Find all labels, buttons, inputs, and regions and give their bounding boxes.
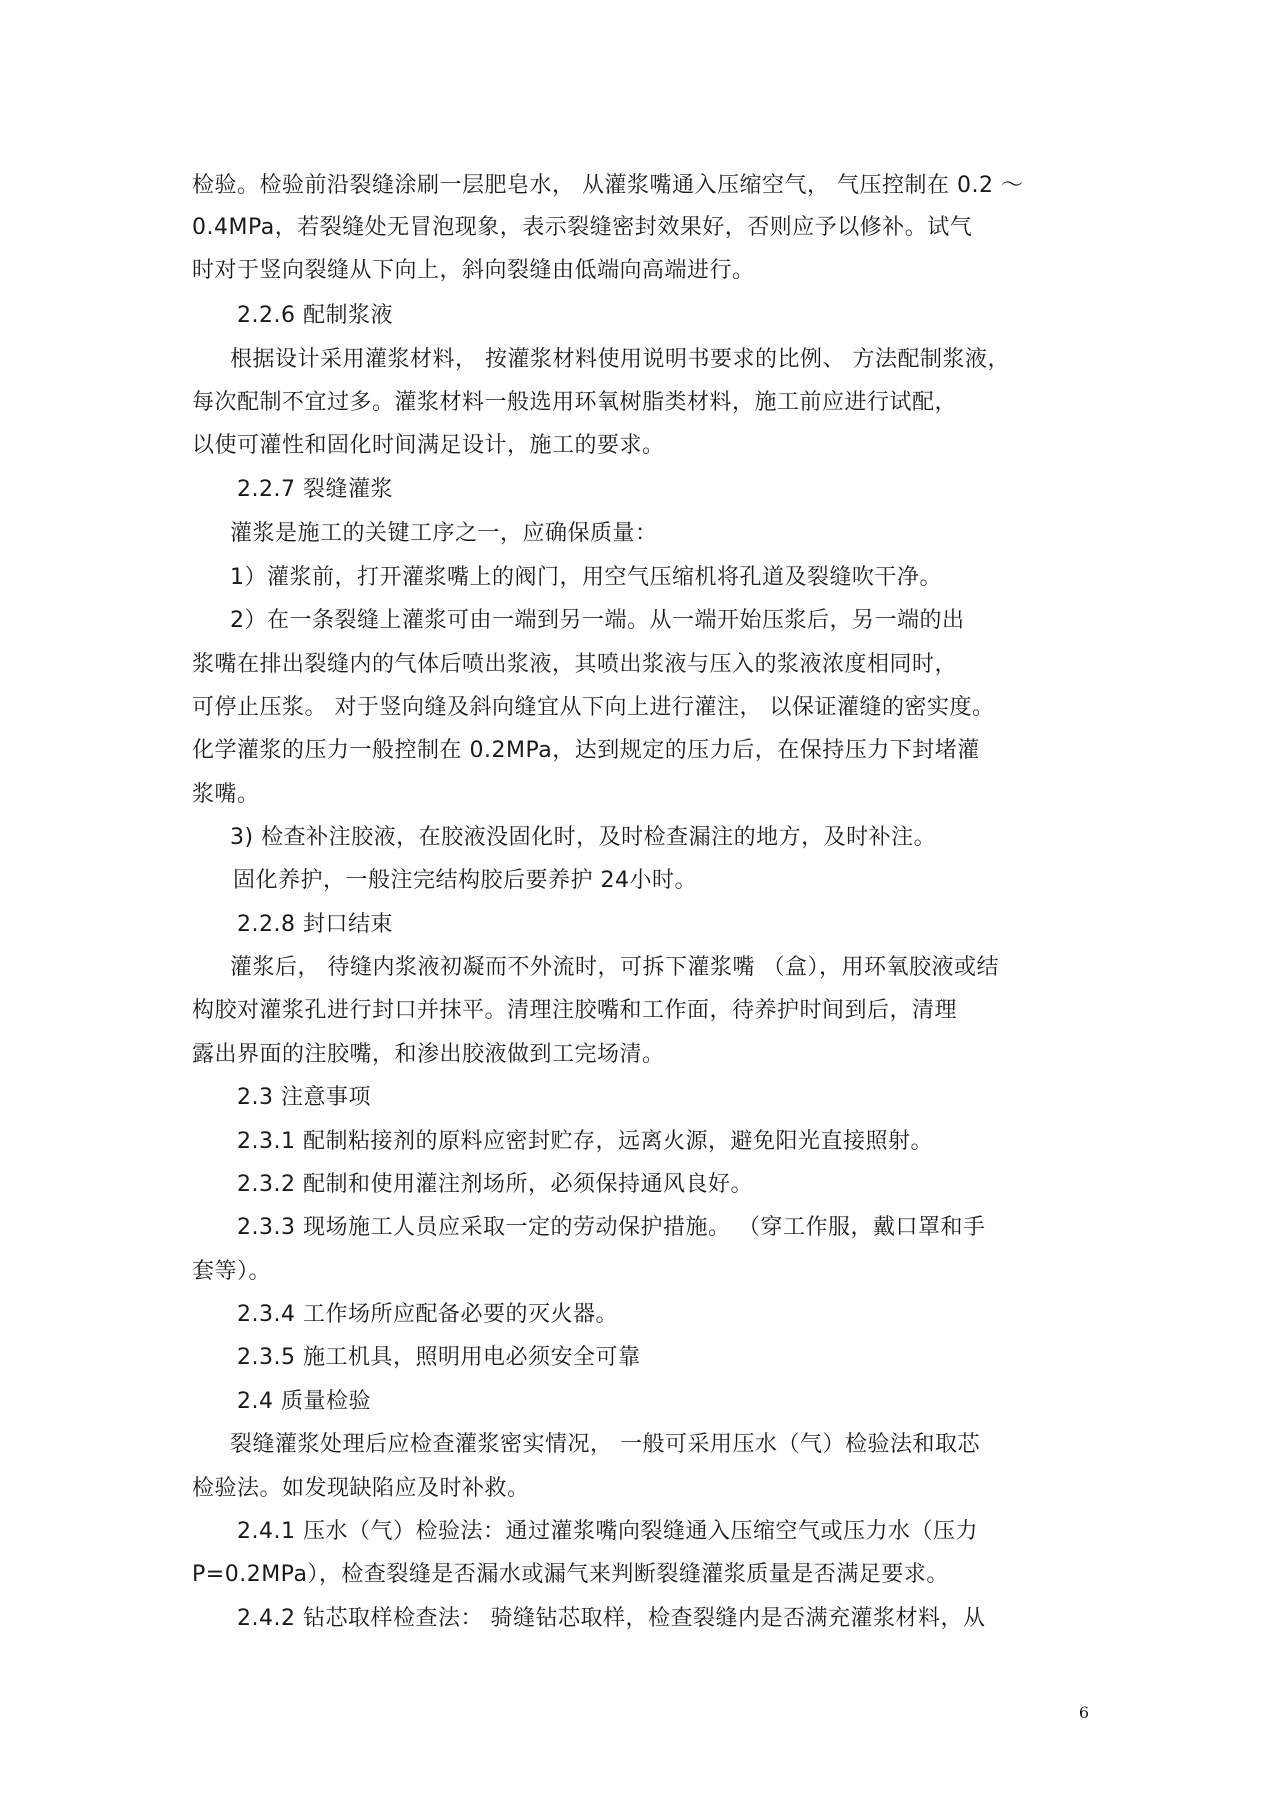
subsection-item: 2.3.2 配制和使用灌注剂场所，必须保持通风良好。 [237, 1172, 753, 1197]
body-text-line: 时对于竖向裂缝从下向上，斜向裂缝由低端向高端进行。 [192, 258, 755, 283]
body-text-line: 检验。检验前沿裂缝涂刷一层肥皂水， 从灌浆嘴通入压缩空气， 气压控制在 0.2 ～ [192, 173, 1024, 198]
body-text-line: 可停止压浆。 对于竖向缝及斜向缝宜从下向上进行灌注， 以保证灌缝的密实度。 [192, 695, 995, 720]
body-text-line: 0.4MPa，若裂缝处无冒泡现象，表示裂缝密封效果好，否则应予以修补。试气 [192, 215, 973, 240]
body-text-line: 套等）。 [192, 1259, 272, 1284]
body-text-line: 裂缝灌浆处理后应检查灌浆密实情况， 一般可采用压水（气）检验法和取芯 [230, 1432, 980, 1457]
subsection-item: 2.3.4 工作场所应配备必要的灭火器。 [237, 1302, 618, 1327]
subsection-item: 2.4.2 钻芯取样检查法： 骑缝钻芯取样，检查裂缝内是否满充灌浆材料，从 [237, 1606, 986, 1631]
body-text-line: 以使可灌性和固化时间满足设计，施工的要求。 [192, 433, 665, 458]
body-text-line: 固化养护，一般注完结构胶后要养护 24小时。 [233, 868, 697, 893]
body-text-line: 浆嘴。 [192, 782, 260, 807]
section-heading: 2.2.7 裂缝灌浆 [237, 477, 393, 502]
body-text-line: 检验法。如发现缺陷应及时补救。 [192, 1476, 530, 1501]
list-item: 1）灌浆前，打开灌浆嘴上的阀门，用空气压缩机将孔道及裂缝吹干净。 [230, 565, 942, 590]
body-text-line: 根据设计采用灌浆材料， 按灌浆材料使用说明书要求的比例、 方法配制浆液， [230, 347, 1010, 372]
section-heading: 2.2.6 配制浆液 [237, 303, 393, 328]
section-heading: 2.2.8 封口结束 [237, 912, 393, 937]
body-text-line: 化学灌浆的压力一般控制在 0.2MPa，达到规定的压力后，在保持压力下封堵灌 [192, 738, 980, 763]
subsection-item: 2.4.1 压水（气）检验法：通过灌浆嘴向裂缝通入压缩空气或压力水（压力 [237, 1519, 978, 1544]
list-item: 3) 检查补注胶液，在胶液没固化时，及时检查漏注的地方，及时补注。 [230, 825, 937, 850]
list-item: 2）在一条裂缝上灌浆可由一端到另一端。从一端开始压浆后，另一端的出 [230, 608, 965, 633]
section-heading: 2.3 注意事项 [237, 1085, 371, 1110]
body-text-line: 灌浆是施工的关键工序之一，应确保质量： [230, 521, 658, 546]
body-text-line: 灌浆后， 待缝内浆液初凝而不外流时，可拆下灌浆嘴 （盒），用环氧胶液或结 [230, 955, 999, 980]
subsection-item: 2.3.5 施工机具，照明用电必须安全可靠 [237, 1345, 641, 1370]
body-text-line: 构胶对灌浆孔进行封口并抹平。清理注胶嘴和工作面，待养护时间到后，清理 [192, 998, 958, 1023]
page-number: 6 [1078, 1703, 1089, 1722]
subsection-item: 2.3.3 现场施工人员应采取一定的劳动保护措施。 （穿工作服，戴口罩和手 [237, 1215, 986, 1240]
section-heading: 2.4 质量检验 [237, 1389, 371, 1414]
body-text-line: 每次配制不宜过多。灌浆材料一般选用环氧树脂类材料，施工前应进行试配， [192, 390, 958, 415]
body-text-line: P=0.2MPa），检查裂缝是否漏水或漏气来判断裂缝灌浆质量是否满足要求。 [192, 1562, 949, 1587]
body-text-line: 浆嘴在排出裂缝内的气体后喷出浆液，其喷出浆液与压入的浆液浓度相同时， [192, 652, 958, 677]
subsection-item: 2.3.1 配制粘接剂的原料应密封贮存，远离火源，避免阳光直接照射。 [237, 1129, 933, 1154]
body-text-line: 露出界面的注胶嘴，和渗出胶液做到工完场清。 [192, 1042, 665, 1067]
